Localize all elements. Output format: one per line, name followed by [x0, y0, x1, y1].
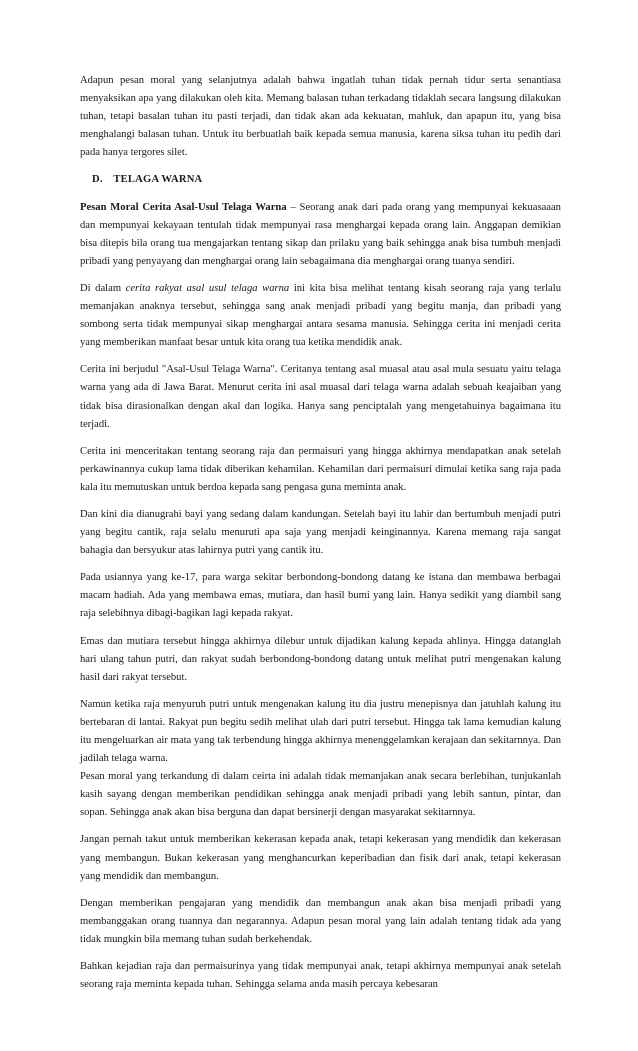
italic-phrase: cerita rakyat asal usul telaga warna [125, 282, 290, 294]
paragraph-moral-message: Pesan moral yang terkandung di dalam ceirta ini adalah tidak memanjakan anak secara berlebihan, tunjukanlah kasih sayang dengan memberikan pendidikan sehingga anak menjadi pribadi yang lebih santun, pintar, dan sopan. Sehingga anak akan bisa berguna dan dapat bersinerji dengan masyarakat sekitarnnya. [80, 771, 561, 819]
paragraph-faith: Bahkan kejadian raja dan permaisurinya yang tidak mempunyai anak, tetapi akhirnya mempunyai anak setelah seorang raja meminta kepada tuhan. Sehingga selama anda masih percaya kebesaran [80, 961, 561, 991]
paragraph-story-context-text: ini kita bisa melihat tentang kisah seorang raja yang terlalu memanjakan anaknya tersebut, sehingga sang anak menjadi pribadi yang begitu manja, dan pribadi yang sombong serta tidak mempunyai sikap menghargai antara sesama manusia. Sehingga cerita ini menjadi cerita yang memberikan manfaat besar untuk kita orang tua ketika mendidik anak. [80, 282, 561, 349]
paragraph-teaching: Dengan memberikan pengajaran yang mendidik dan membangun anak akan bisa menjadi pribadi yang membanggakan orang tuannya dan negarannya. Adapun pesan moral yang lain adalah tentang tidak ada yang tidak mungkin bila memang tuhan sudah berkehendak. [80, 897, 561, 945]
section-number: D. [92, 174, 103, 186]
document-page [80, 72, 561, 1003]
section-heading [92, 171, 561, 189]
paragraph-king-queen: Cerita ini menceritakan tentang seorang raja dan permaisuri yang hingga akhirnya mendapatkan anak setelah perkawinannya cukup lama tidak diberikan kehamilan. Kehamilan dari permaisuri dimulai ketika sang raja pada kala itu memutuskan untuk berdoa kepada sang pengasa guna meminta anak. [80, 445, 561, 493]
section-title: TELAGA WARNA [113, 174, 203, 186]
paragraph-intro [80, 199, 561, 271]
paragraph-birthday-gifts: Pada usiannya yang ke-17, para warga sekitar berbondong-bondong datang ke istana dan membawa berbagai macam hadiah. Ada yang membawa emas, mutiara, dan hasil bumi yang lain. Hanya sedikit yang diambil sang raja selebihnya dibagi-bagikan lagi kepada rakyat. [80, 572, 561, 620]
paragraph-necklace: Emas dan mutiara tersebut hingga akhirnya dilebur untuk dijadikan kalung kepada ahlinya. Hingga datanglah hari ulang tahun putri, dan rakyat sudah berbondong-bondong datang untuk melihat putri mengenakan kalung hasil dari rakyat tersebut. [80, 635, 561, 683]
paragraph-intro-text: – Seorang anak dari pada orang yang mempunyai kekuasaaan dan mempunyai kekayaan tentulah tidak mempunyai rasa menghargai kepada orang lain. Anggapan demikian bisa ditepis bila orang tua mengajarkan tentang sikap dan prilaku yang baik sehingga anak bisa tumbuh menjadi pribadi yang penyayang dan menghargai orang lain sebagaimana dia menghargai orang tuanya sendiri. [80, 201, 561, 267]
paragraph-lake-formed: Namun ketika raja menyuruh putri untuk mengenakan kalung itu dia justru menepisnya dan jatuhlah kalung itu bertebaran di lantai. Rakyat pun begitu sedih melihat ulah dari putri tersebut. Hingga tak lama kemudian kalung itu mengeluarkan air mata yang tak terbendung hingga akhirnya menenggelamkan kerajaan dan sekitarnnya. Dan jadilah telaga warna. [80, 698, 561, 765]
paragraph-baby-born: Dan kini dia dianugrahi bayi yang sedang dalam kandungan. Setelah bayi itu lahir dan bertumbuh menjadi putri yang begitu cantik, raja selalu menuruti apa saja yang menjadi keinginannya. Karena memang raja sangat bahagia dan bersyukur atas lahirnya putri yang cantik itu. [80, 508, 561, 557]
paragraph-story-context [80, 280, 561, 352]
paragraph-lead: Di dalam [80, 282, 126, 294]
bold-lead: Pesan Moral Cerita Asal-Usul Telaga Warna [80, 201, 287, 213]
paragraph-title-origin: Cerita ini berjudul "Asal-Usul Telaga Warna". Ceritanya tentang asal muasal atau asal mula sesuatu yaitu telaga warna yang ada di Jawa Barat. Menurut cerita ini asal muasal dari telaga warna adalah sebuah keajaiban yang tidak bisa dirasionalkan dengan akal dan logika. Hanya sang penciptalah yang mengetahuinya bagaimana itu terjadi. [80, 364, 561, 430]
paragraph-moral-closing: Adapun pesan moral yang selanjutnya adalah bahwa ingatlah tuhan tidak pernah tidur serta senantiasa menyaksikan apa yang dilakukan oleh kita. Memang balasan tuhan terkadang tidaklah secara langsung dilakukan tuhan, tetapi basalan tuhan itu pasti terjadi, dan tidak akan ada kekuatan, mahluk, dan apapun itu, yang bisa menghalangi balasan tuhan. Untuk itu berbuatlah baik kepada semua manusia, karena siksa tuhan itu pedih dari pada hanya tergores silet. [80, 75, 561, 159]
paragraph-discipline: Jangan pernah takut untuk memberikan kekerasan kepada anak, tetapi kekerasan yang mendidik dan kekerasan yang membangun. Bukan kekerasan yang menghancurkan keperibadian dan fisik dari anak, tetapi kekerasan yang mendidik dan membangun. [80, 834, 561, 882]
